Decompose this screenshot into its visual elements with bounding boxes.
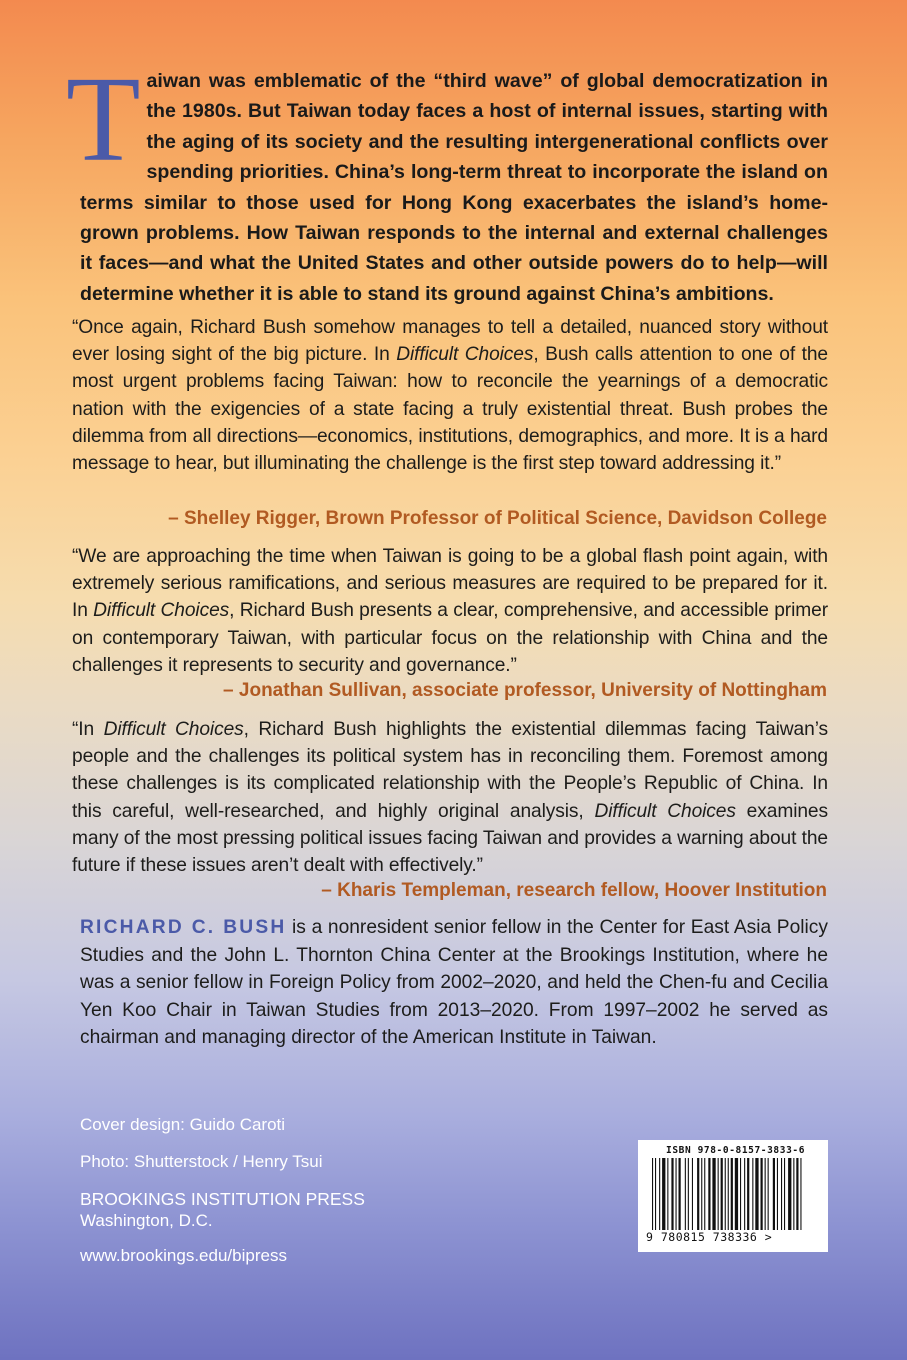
blurb-3-text-c: examines many of the most pressing political issues facing Taiwan and provides a warning about the future if these issues aren’t dealt with effectively.”: [72, 800, 828, 877]
author-name: RICHARD C. BUSH: [80, 917, 287, 938]
cover-design-credit: Cover design: Guido Caroti: [80, 1115, 286, 1134]
author-bio-text: is a nonresident senior fellow in the Center for East Asia Policy Studies and the John L. Thornton China Center at the Brookings Institution, where he was a senior fellow in Foreign Policy from 2002–2020, and held the Chen-fu and Cecilia Yen Koo Chair in Taiwan Studies from 2013–2020. From 1997–2002 he served as chairman and managing director of the American Institute in Taiwan.: [80, 917, 828, 1048]
intro-paragraph: [66, 52, 828, 309]
attribution-role: , research fellow, Hoover Institution: [505, 880, 827, 901]
blurb-3-book-title-2: Difficult Choices: [594, 800, 736, 822]
attribution-name: Shelley Rigger: [183, 508, 315, 529]
drop-cap: T: [66, 52, 141, 187]
blurb-1-text-b: , Bush calls attention to one of the most urgent problems facing Taiwan: how to reconcile the yearnings of a democratic nation with the exigencies of a state facing a truly existential threat. Bush probes the dilemma from all directions—economics, institutions, demographics, and more. It is a hard message to hear, but illuminating the challenge is the first step toward addressing it.”: [72, 344, 828, 475]
blurb-3-text-a: “In: [72, 719, 104, 740]
blurb-2-book-title: Difficult Choices: [93, 600, 230, 622]
attribution-role: , associate professor, University of Nottingham: [401, 680, 827, 701]
blurb-3-book-title: Difficult Choices: [103, 719, 244, 740]
publisher-city: Washington, D.C.: [80, 1211, 213, 1230]
attribution-name: Kharis Templeman: [337, 880, 506, 901]
barcode-bars-icon: [652, 1158, 818, 1230]
blurb-2-text-b: , Richard Bush presents a clear, comprehensive, and accessible primer on contemporary Taiwan, with particular focus on the relationship with China and the challenges it represents to security and governance.”: [72, 600, 828, 676]
isbn-label: ISBN 978-0-8157-3833-6: [666, 1145, 806, 1156]
intro-text: aiwan was emblematic of the “third wave” of global democratization in the 1980s. But Taiwan today faces a host of internal issues, starting with the aging of its society and the resulting intergenerational conflicts over spending priorities. China’s long-term threat to incorporate the island on terms similar to those used for Hong Kong exacerbates the island’s home-grown problems. How Taiwan responds to the internal and external challenges it faces—and what the United States and other outside powers do to help—will determine whether it is able to stand its ground against China’s ambitions.: [80, 70, 828, 305]
blurb-3: [72, 716, 828, 879]
blurb-3-attribution: [321, 878, 827, 904]
blurb-1: [72, 314, 828, 477]
blurb-2: [72, 543, 828, 679]
blurb-1-attribution: [168, 506, 827, 532]
blurb-1-book-title: Difficult Choices: [396, 344, 534, 366]
isbn-digits: 9 780815 738336 >: [646, 1230, 773, 1244]
photo-credit: Photo: Shutterstock / Henry Tsui: [80, 1152, 323, 1171]
publisher-name: BROOKINGS INSTITUTION PRESS: [80, 1189, 365, 1209]
attribution-dash: –: [168, 508, 184, 529]
author-bio: [80, 914, 828, 1052]
attribution-dash: –: [321, 880, 338, 901]
blurb-1-text-a: “Once again, Richard Bush somehow manages to tell a detailed, nuanced story without ever losing sight of the big picture. In: [72, 317, 828, 366]
publisher-url[interactable]: www.brookings.edu/bipress: [80, 1246, 287, 1265]
blurb-2-attribution: [223, 678, 827, 704]
attribution-dash: –: [223, 680, 239, 701]
isbn-barcode: [638, 1140, 828, 1252]
blurb-3-text-b: , Richard Bush highlights the existential dilemmas facing Taiwan’s people and the challenges its political system has in reconciling them. Foremost among these challenges is its complicated relationship with the People’s Republic of China. In this careful, well-researched, and highly original analysis,: [72, 719, 829, 822]
attribution-role: , Brown Professor of Political Science, Davidson College: [314, 508, 827, 529]
blurb-2-text-a: “We are approaching the time when Taiwan is going to be a global flash point again, with extremely serious ramifications, and serious measures are required to be prepared for it. In: [72, 546, 828, 622]
attribution-name: Jonathan Sullivan: [238, 680, 402, 701]
